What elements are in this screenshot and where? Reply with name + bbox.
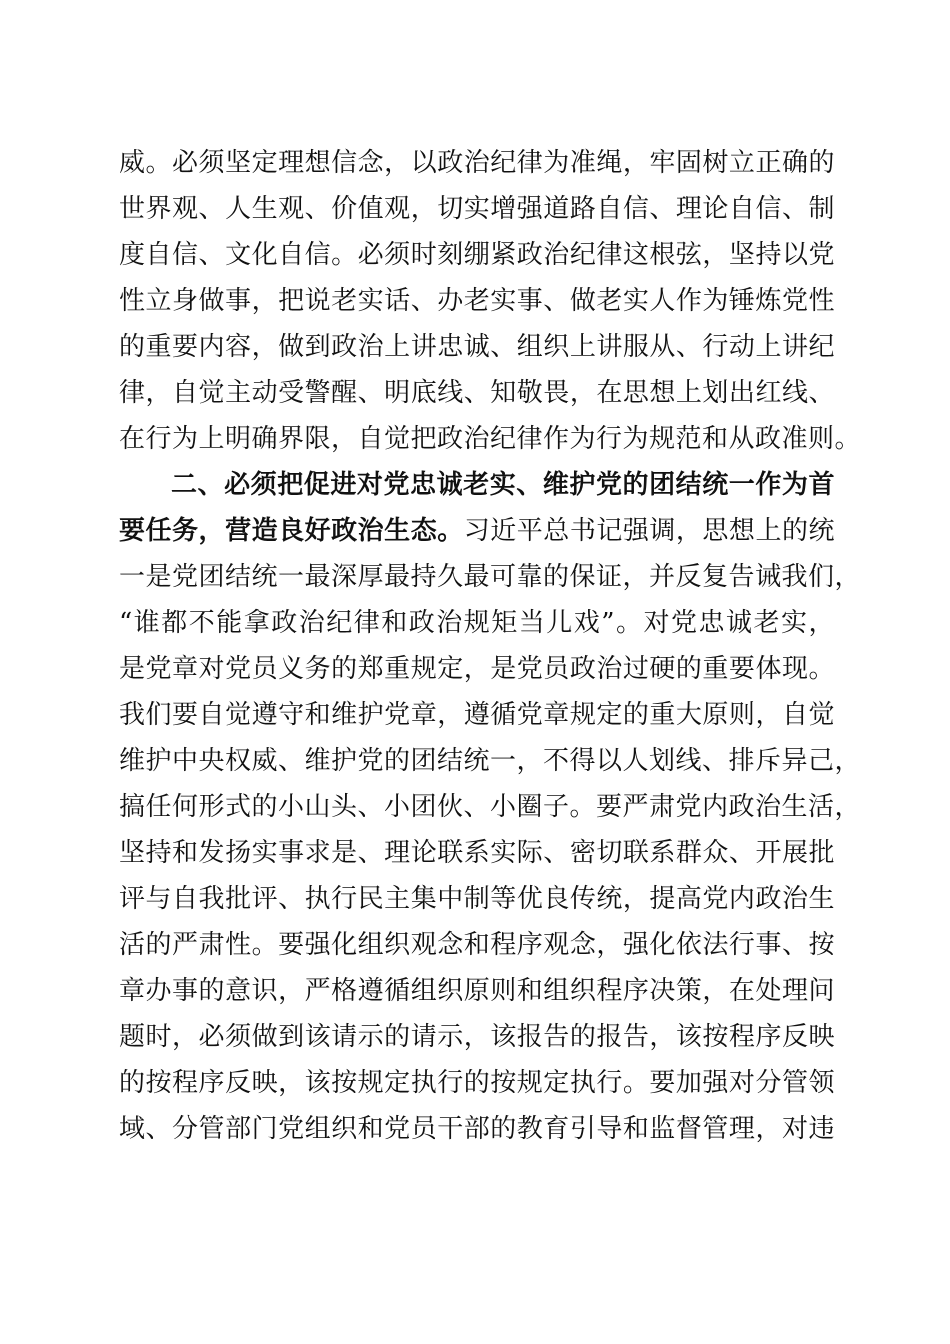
text-line: 律，自觉主动受警醒、明底线、知敬畏，在思想上划出红线、 — [119, 378, 835, 408]
text-line: 是党章对党员义务的郑重规定，是党员政治过硬的重要体现。 — [119, 654, 835, 684]
text-line: 的重要内容，做到政治上讲忠诚、组织上讲服从、行动上讲纪 — [119, 332, 835, 362]
text-line: 一是党团结统一最深厚最持久最可靠的保证，并反复告诫我们， — [119, 562, 862, 592]
text-line: 维护中央权威、维护党的团结统一，不得以人划线、排斥异己， — [119, 746, 862, 776]
text-line: 性立身做事，把说老实话、办老实事、做老实人作为锤炼党性 — [119, 286, 835, 316]
section-heading: 二、必须把促进对党忠诚老实、维护党的团结统一作为首 — [171, 470, 835, 500]
text-line: 的按程序反映，该按规定执行的按规定执行。要加强对分管领 — [119, 1068, 835, 1098]
text-line: 章办事的意识，严格遵循组织原则和组织程序决策，在处理问 — [119, 976, 835, 1006]
text-line: 搞任何形式的小山头、小团伙、小圈子。要严肃党内政治生活， — [119, 792, 862, 822]
text-span: 习近平总书记强调，思想上的统 — [463, 516, 835, 546]
text-line: 我们要自觉遵守和维护党章，遵循党章规定的重大原则，自觉 — [119, 700, 835, 730]
text-line: 域、分管部门党组织和党员干部的教育引导和监督管理，对违 — [119, 1114, 835, 1144]
text-line: 在行为上明确界限，自觉把政治纪律作为行为规范和从政准则。 — [119, 424, 862, 454]
text-line: “谁都不能拿政治纪律和政治规矩当儿戏”。对党忠诚老实， — [119, 608, 835, 638]
section-heading-bold: 要任务，营造良好政治生态。 — [119, 516, 464, 546]
text-line: 度自信、文化自信。必须时刻绷紧政治纪律这根弦，坚持以党 — [119, 240, 835, 270]
heading-continuation-line — [119, 511, 835, 551]
text-line: 坚持和发扬实事求是、理论联系实际、密切联系群众、开展批 — [119, 838, 835, 868]
text-line: 活的严肃性。要强化组织观念和程序观念，强化依法行事、按 — [119, 930, 835, 960]
text-line: 评与自我批评、执行民主集中制等优良传统，提高党内政治生 — [119, 884, 835, 914]
text-line: 题时，必须做到该请示的请示，该报告的报告，该按程序反映 — [119, 1022, 835, 1052]
text-line: 威。必须坚定理想信念，以政治纪律为准绳，牢固树立正确的 — [119, 148, 835, 178]
text-line: 世界观、人生观、价值观，切实增强道路自信、理论自信、制 — [119, 194, 835, 224]
